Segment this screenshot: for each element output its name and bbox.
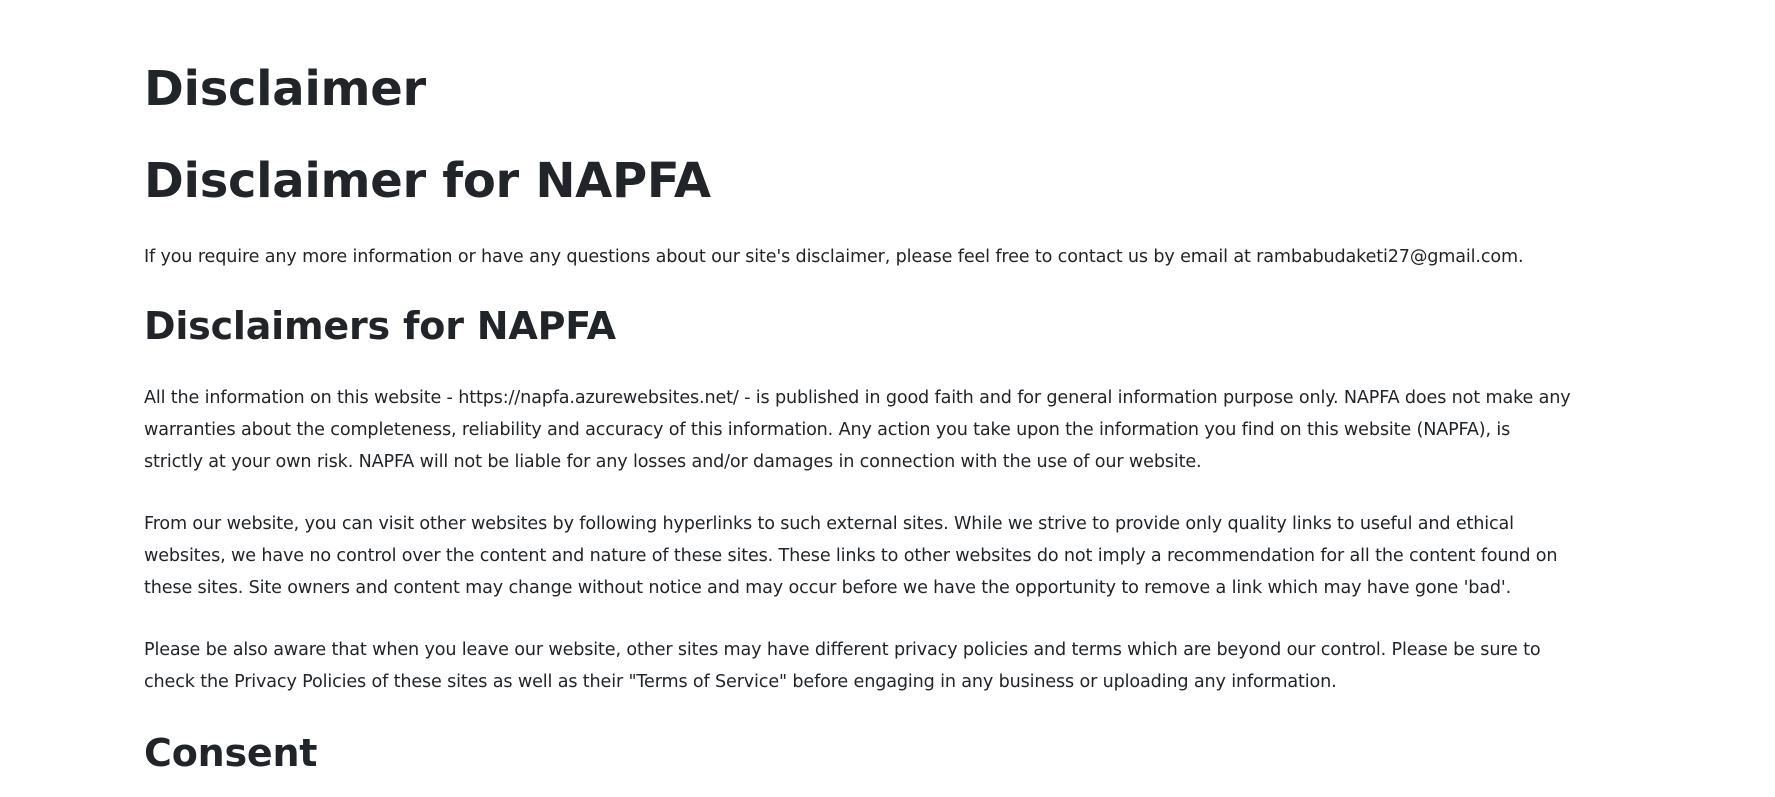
paragraph-privacy-policies: Please be also aware that when you leave our website, other sites may have different privacy policies and terms which are beyond our control. Please be sure to check the Privacy Policies of these sites as well as their "Terms of Service" before engaging in any business or uploading any information. xyxy=(144,640,1541,692)
page-title: Disclaimer xyxy=(144,61,426,117)
intro-paragraph: If you require any more information or have any questions about our site's disclaimer, please feel free to contact us by email at rambabudaketi27@gmail.com. xyxy=(144,247,1524,267)
section-heading-disclaimers: Disclaimers for NAPFA xyxy=(144,304,616,348)
paragraph-information: All the information on this website - https://napfa.azurewebsites.net/ - is published in good faith and for general information purpose only. NAPFA does not make any warranties about the completeness, reliability and accuracy of this information. Any action you take upon the information you find on this website (NAPFA), is strictly at your own risk. NAPFA will not be liable for any losses and/or damages in connection with the use of our website. xyxy=(144,388,1571,472)
main-heading: Disclaimer for NAPFA xyxy=(144,153,711,209)
paragraph-external-links: From our website, you can visit other websites by following hyperlinks to such external sites. While we strive to provide only quality links to useful and ethical websites, we have no control over the content and nature of these sites. These links to other websites do not imply a recommendation for all the content found on these sites. Site owners and content may change without notice and may occur before we have the opportunity to remove a link which may have gone 'bad'. xyxy=(144,514,1558,598)
section-heading-consent: Consent xyxy=(144,731,318,775)
